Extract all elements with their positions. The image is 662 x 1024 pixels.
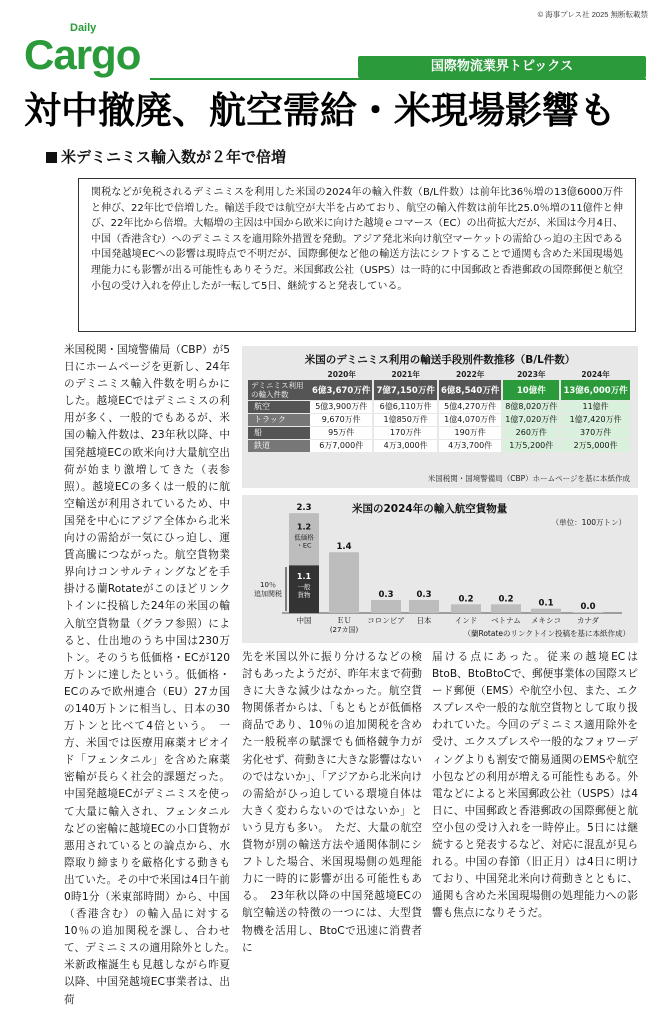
table-row <box>248 426 631 439</box>
total-cell: 10億件 <box>502 380 560 400</box>
year-header: 2022年 <box>455 369 485 379</box>
headline: 対中撤廃、航空需給・米現場影響も <box>24 89 616 132</box>
bar-value-label: 0.2 <box>458 594 474 605</box>
subhead-text: 米デミニミス輸入数が２年で倍増 <box>61 148 287 166</box>
copyright: © 海事プレス社 2025 無断転載禁 <box>537 10 648 19</box>
chart-bar <box>409 600 439 613</box>
table-cell: 1万5,200件 <box>502 439 560 452</box>
table-cell: 5億4,270万件 <box>438 400 503 413</box>
table-total-row <box>248 380 631 400</box>
segment-value-label: 1.2 <box>296 522 312 532</box>
table-year-row <box>248 368 631 380</box>
air-cargo-chart <box>242 495 638 643</box>
row-label: トラック <box>248 413 310 426</box>
category-label: カナダ <box>576 616 600 625</box>
year-header: 2021年 <box>391 369 420 379</box>
table-cell: 9,670万件 <box>310 413 373 426</box>
chart-source: （蘭Rotateのリンクトイン投稿を基に本紙作成） <box>463 629 630 638</box>
segment-name-label: ・EC <box>296 541 312 550</box>
logo-cargo-text: Cargo <box>24 31 141 78</box>
table-source: 米国税関・国境警備局（CBP）ホームページを基に本紙作成 <box>427 474 630 483</box>
chart-bar <box>573 612 603 613</box>
chart-bar <box>531 609 561 613</box>
category-label: 中国 <box>296 616 312 625</box>
segment-name-label: 貨物 <box>297 591 311 599</box>
table-cell: 2万5,000件 <box>560 439 631 452</box>
category-label: ベトナム <box>491 616 521 625</box>
category-label: コロンビア <box>367 616 405 625</box>
chart-title: 米国の2024年の輸入航空貨物量 <box>352 503 508 515</box>
deminimis-table <box>248 368 632 453</box>
table-cell: 95万件 <box>310 426 373 439</box>
table-cell: 1億4,070万件 <box>438 413 503 426</box>
lead-paragraph: 関税などが免税されるデミニミスを利用した米国の2024年の輸入件数（B/L件数）は前年比36％増の13億6000万件と伸び、22年比で倍増した。輸送手段では航空が大半を占めており、航空の輸入件数は前年比25.0％増の11億件と伸び、22年比から倍増。大幅増の主因は中国から欧米に向けた越境ｅコマース（EC）の出荷拡大だが、米国は今月4日、中国（香港含む）へのデミニミスを適用除外措置を発動。アジア発北米向け航空マーケットの需給ひっ迫の主因である中国発越境ECへの影響は現時点で不明だが、国際郵便など他の輸送方法にシフトすることで通関も含めた米国現場処理能力にも影響が出る可能性もありそうだ。米国郵政公社（USPS）は一時的に中国郵政と香港郵政の国際郵便と航空小包の受け入れを停止したが一転して5日、継続すると発表している。 <box>78 178 636 332</box>
bar-value-label: 1.4 <box>336 542 352 553</box>
daily-cargo-logo <box>24 22 144 82</box>
year-header: 2024年 <box>581 369 610 379</box>
deminimis-table-panel <box>242 346 638 488</box>
chart-bar <box>329 552 359 613</box>
body-column-3: 届ける点にあった。従来の越境ECはBtoB、BtoBtoCで、郵便事業体の国際スピード郵便（EMS）や航空小包、また、エクスプレスや一般的な航空貨物として取り扱われていた。今回のデミニミス適用除外を受け、エクスプレスや一般的なフォワーディングよりも割安で簡易通関のEMSや航空小包などの利用が増える可能性もある。外電などによると米国郵政公社（USPS）は4日に、中国郵政と香港郵政の国際郵便と航空小包の受け入れを一時停止。5日には継続すると発表するなど、対応に混乱が見られる。中国の春節（旧正月）は4日に明けており、中国発北米向け荷動きとともに、通関も含めた米国現場側の処理能力への影響も焦点になりそうだ。 <box>432 651 638 920</box>
section-label: 国際物流業界トピックス <box>358 56 646 78</box>
segment-value-label: 1.1 <box>296 572 312 581</box>
year-header: 2023年 <box>517 369 546 379</box>
table-cell: 6億6,110万件 <box>373 400 438 413</box>
total-cell: 6億8,540万件 <box>438 380 503 400</box>
year-header: 2020年 <box>327 369 356 379</box>
table-cell: 8億8,020万件 <box>502 400 560 413</box>
table-cell: 5億3,900万件 <box>310 400 373 413</box>
total-cell: 13億6,000万件 <box>560 380 631 400</box>
category-label: 日本 <box>416 616 432 625</box>
section-divider <box>150 78 646 80</box>
body-column-2: 先を米国以外に振り分けるなどの検討もあったようだが、昨年末まで荷動きに大きな減少はなかった。航空貨物関係者からは、「もともとが低価格商品であり、10％の追加関税を含めた一般税率の賦課でも価格競争力が劣化せず、荷動きに大きな影響はないのではないか」、「アジアから北米向けの需給がひっ迫している環境自体は大きく変わらないのではないか」という見方も多い。 ただ、大量の航空貨物が別の輸送方法や通関体制にシフトした場合、米国現場側の処理能力に一時的に影響が出る可能性もある。 23年秋以降の中国発越境ECの航空輸送の特徴の一つには、大型貨物機を活用し、BtoCで迅速に消費者に <box>242 651 422 954</box>
bar-value-label: 0.2 <box>498 594 514 605</box>
category-label: メキシコ <box>531 616 561 625</box>
table-cell: 4万3,700件 <box>438 439 503 452</box>
bar-value-label: 0.0 <box>580 602 596 613</box>
square-bullet-icon <box>46 152 57 163</box>
table-row <box>248 400 631 413</box>
subhead <box>46 146 286 167</box>
bar-value-label: 0.3 <box>378 589 394 600</box>
chart-unit: （単位：100万トン） <box>551 518 626 527</box>
table-cell: 190万件 <box>438 426 503 439</box>
chart-bar <box>371 600 401 613</box>
table-cell: 1億7,020万件 <box>502 413 560 426</box>
total-cell: 7億7,150万件 <box>373 380 438 400</box>
side-note-label: 追加関税 <box>254 590 282 598</box>
total-cell: 6億3,670万件 <box>310 380 373 400</box>
segment-name-label: 一般 <box>297 583 311 591</box>
table-cell: 1億7,420万件 <box>560 413 631 426</box>
segment-name-label: 低価格 <box>294 533 314 542</box>
category-sub-label: (27カ国) <box>329 626 359 634</box>
table-row <box>248 413 631 426</box>
row-label: 航空 <box>248 400 310 413</box>
table-cell: 260万件 <box>502 426 560 439</box>
bar-value-label: 0.1 <box>538 598 554 609</box>
table-cell: 11億件 <box>560 400 631 413</box>
category-label: インド <box>454 616 478 625</box>
category-label: ＥＵ <box>336 616 352 625</box>
table-cell: 370万件 <box>560 426 631 439</box>
row-label: 船 <box>248 426 310 439</box>
bar-value-label: 0.3 <box>416 589 432 600</box>
table-cell: 1億850万件 <box>373 413 438 426</box>
table-cell: 170万件 <box>373 426 438 439</box>
air-cargo-chart-panel <box>242 495 638 643</box>
side-note-label: 10％ <box>260 581 276 589</box>
table-cell: 4万3,000件 <box>373 439 438 452</box>
bar-value-label: 2.3 <box>296 503 312 514</box>
chart-bar <box>491 604 521 613</box>
total-label: デミニミス利用の輸入件数 <box>248 380 310 400</box>
body-column-1: 米国税関・国境警備局（CBP）が5日にホームページを更新し、24年のデミニミス輸入件数を明らかにした。越境ECではデミニミスの利用が多く、一般的でもあるが、米国の輸入件数は、23年秋以降、中国発越境ECの欧米向け大量航空出荷が始まり激増してきた（表参照）。越境ECの多くは一般的に航空輸送が利用されているため、中国発を中心にアジア全体から北米向けの需給が一気にひっ迫し、運賃高騰につながった。航空貨物業界向けコンサルティングなどを手掛ける蘭Rotateがこのほどリンクトインに投稿した24年の米国の輸入航空貨物量（グラフ参照）によると、仕出地のうち中国は230万トン。そのうち低価格・ECが120万トンに達したという。低価格・ECのみで欧州連合（EU）27カ国の140万トンに相当し、日本の30万トンと比べて4倍という。 一方、米国では医療用麻薬オピオイド「フェンタニル」を含めた麻薬密輸が長らく社会的課題だった。中国発越境ECがデミニミスを使って大量に輸入され、フェンタニルなどの密輸に越境ECの小口貨物が悪用されているとの論点から、水際取り締まりを厳格化する動きも出ていた。その中で米国は4日午前0時1分（米東部時間）から、中国（香港含む）の輸入品に対する10％の追加関税を課し、合わせて、デミニミスの適用除外とした。 米新政権誕生も見越しながら昨夏以降、中国発越境EC事業者は、出荷 <box>64 344 241 1006</box>
row-label: 鉄道 <box>248 439 310 452</box>
table-cell: 6万7,000件 <box>310 439 373 452</box>
table-row <box>248 439 631 452</box>
chart-bar <box>451 604 481 613</box>
logo-daily-text: Daily <box>70 22 97 34</box>
table-title: 米国のデミニミス利用の輸送手段別件数推移（B/L件数） <box>304 354 576 366</box>
